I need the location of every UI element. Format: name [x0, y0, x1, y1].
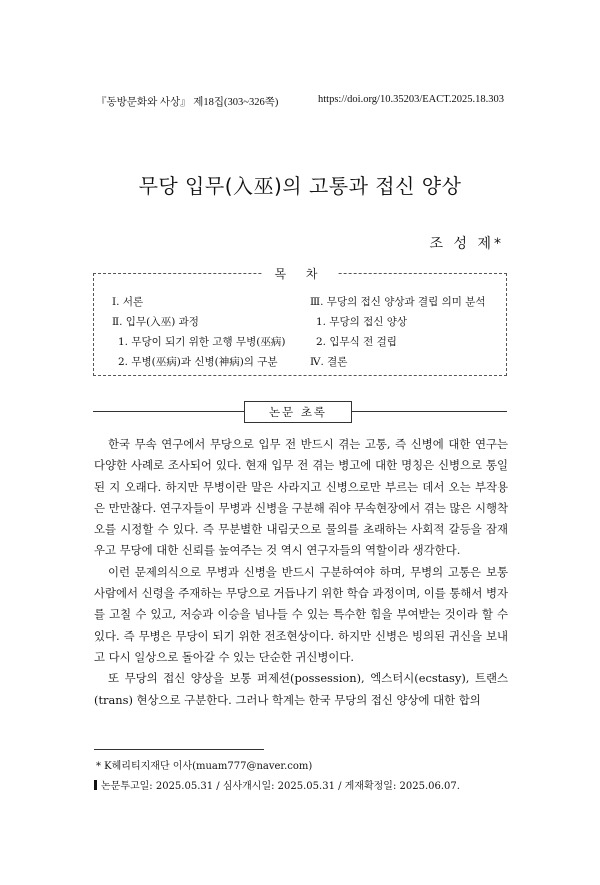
marker-bar-icon	[94, 780, 97, 790]
toc-left-column	[112, 292, 285, 372]
toc-subitem: 1. 무당의 접신 양상	[316, 316, 408, 328]
abstract-paragraph: 한국 무속 연구에서 무당으로 입무 전 반드시 겪는 고통, 즉 신병에 대한 연구는 다양한 사례로 조사되어 있다. 현재 입무 전 겪는 병고에 대한 명칭은 신병으로 통일된 지 오래다. 하지만 무병이란 말은 사라지고 신병으로만 부르는 데서 오는 부작용은 만만찮다. 연구자들이 무병과 신병을 구분해 줘야 무속현장에서 겪는 많은 시행착오를 시정할 수 있다. 즉 무분별한 내림굿으로 물의를 초래하는 사회적 갈등을 잠재우고 무당에 대한 신뢰를 높여주는 것 역시 연구자들의 역할이라 생각한다.	[94, 437, 508, 558]
doi-link[interactable]: https://doi.org/10.35203/EACT.2025.18.303	[318, 94, 504, 105]
abstract-paragraph: 또 무당의 접신 양상을 보통 퍼제션(possession), 엑스터시(ecstasy), 트랜스(trans) 현상으로 구분한다. 그러나 학계는 한국 무당의 접신 양상에 대한 합의	[94, 671, 508, 707]
journal-citation: 『동방문화와 사상』 제18집(303~326쪽)	[96, 97, 279, 108]
table-of-contents	[93, 267, 507, 376]
abstract-paragraph: 이런 문제의식으로 무병과 신병을 반드시 구분하여야 하며, 무병의 고통은 보통 사람에서 신령을 주재하는 무당으로 거듭나기 위한 학습 과정이며, 이를 통해서 병자를 고칠 수 있고, 저승과 이승을 넘나들 수 있는 특수한 힘을 부여받는 것이라 할 수 있다. 즉 무병은 무당이 되기 위한 전조현상이다. 하지만 신병은 빙의된 귀신을 보내고 다시 일상으로 돌아갈 수 있는 단순한 귀신병이다.	[94, 564, 508, 664]
dates-text: 논문투고일: 2025.05.31 / 심사개시일: 2025.05.31 / 게재확정일: 2025.06.07.	[101, 781, 460, 792]
author-name: 조 성 제*	[429, 236, 504, 252]
toc-right-column	[310, 292, 486, 372]
abstract-label: 논문 초록	[244, 401, 352, 423]
toc-item: Ⅱ. 입무(入巫) 과정	[112, 316, 199, 328]
toc-item: Ⅳ. 결론	[310, 356, 348, 368]
abstract-body	[94, 434, 508, 711]
toc-subitem: 2. 무병(巫病)과 신병(神病)의 구분	[118, 356, 278, 368]
dates-footnote	[94, 777, 460, 797]
footnote-divider	[94, 749, 264, 750]
author-footnote: * K헤리티지재단 이사(muam777@naver.com)	[96, 761, 313, 772]
toc-subitem: 1. 무당이 되기 위한 고행 무병(巫病)	[118, 336, 286, 348]
toc-heading: 목 차	[263, 265, 338, 282]
footnotes	[96, 757, 460, 797]
toc-item: Ⅰ. 서론	[112, 296, 144, 308]
toc-subitem: 2. 입무식 전 걸립	[316, 336, 397, 348]
paper-title: 무당 입무(入巫)의 고통과 접신 양상	[138, 174, 462, 198]
running-header	[96, 94, 504, 110]
toc-item: Ⅲ. 무당의 접신 양상과 결립 의미 분석	[310, 296, 486, 308]
